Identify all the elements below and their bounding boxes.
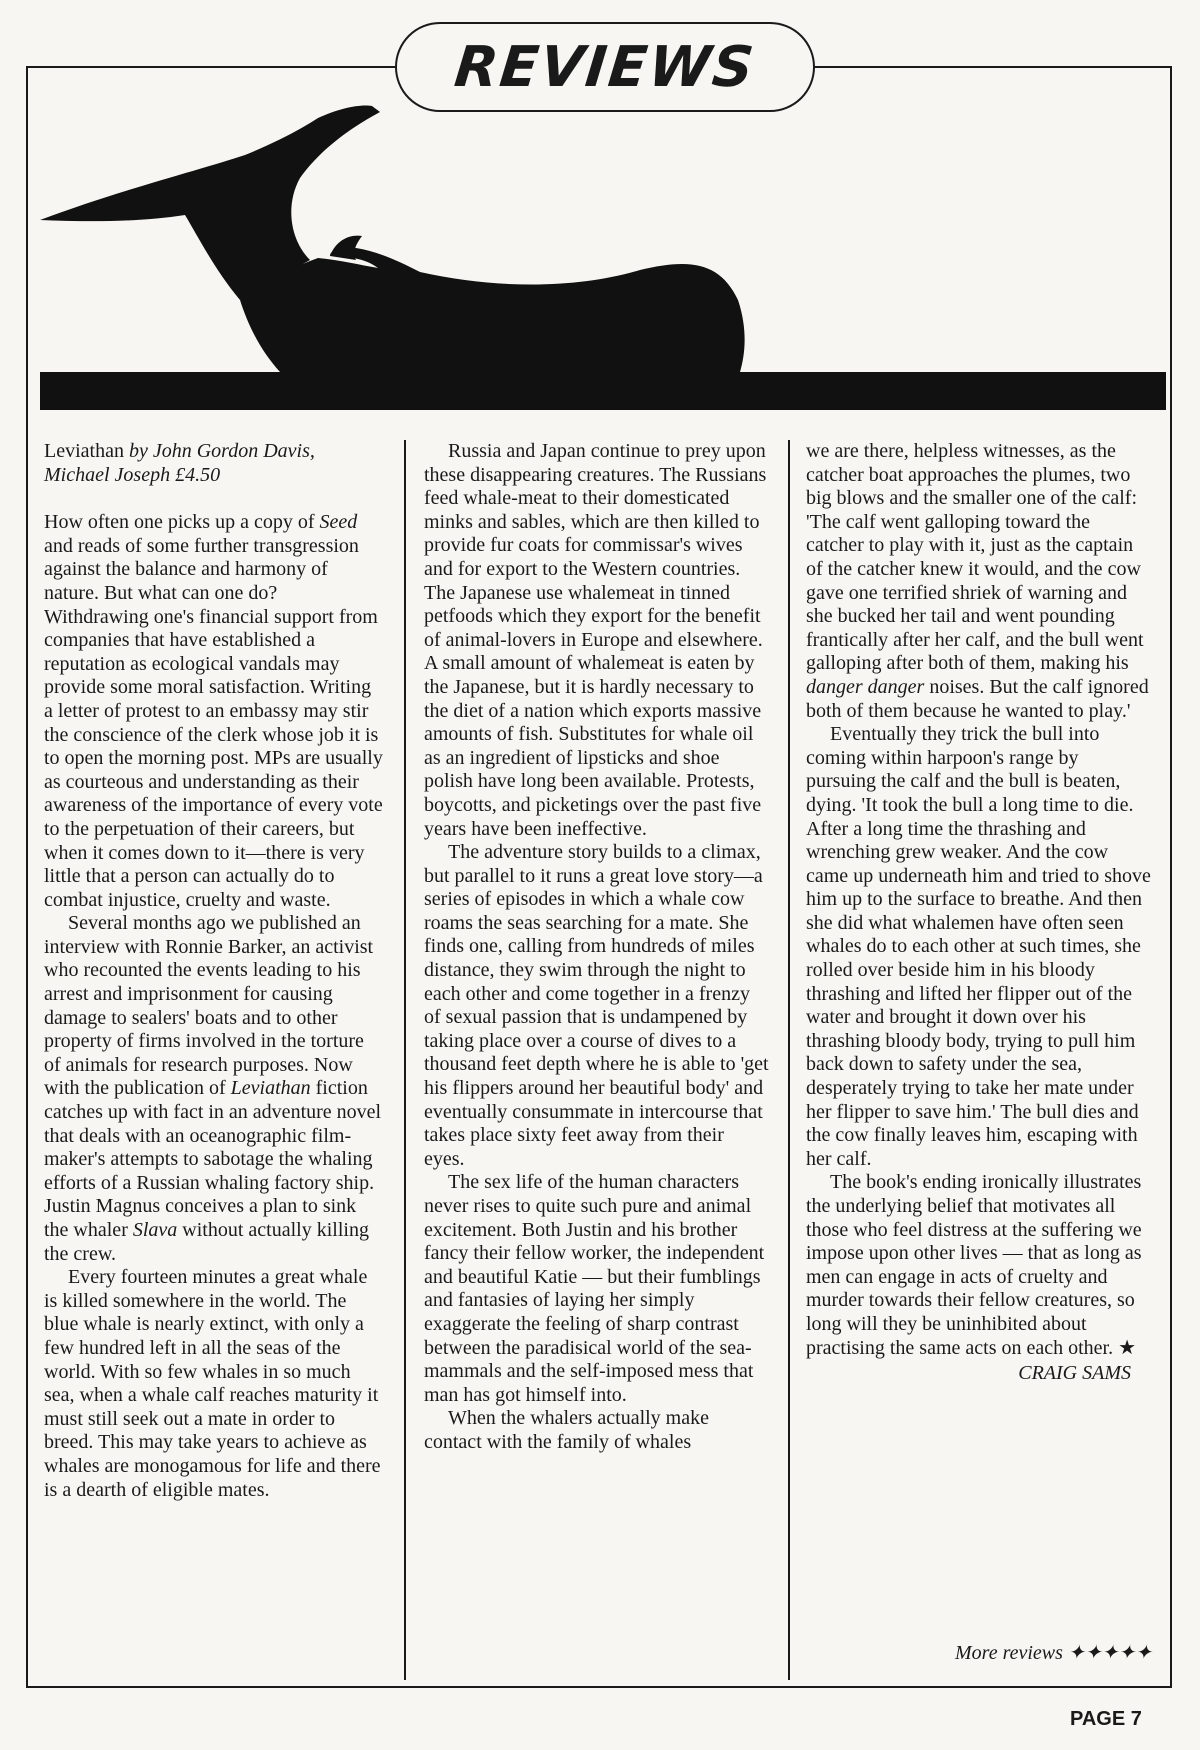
book-title: Leviathan	[44, 440, 124, 462]
paragraph: Russia and Japan continue to prey upon these disappearing creatures. The Russians feed whale-meat to their domesticated minks and sables, which are then killed to provide fur coats for commissar's wives and for export to the Western countries. The Japanese use whalemeat in tinned petfoods which they export for the benefit of animal-lovers in Europe and elsewhere. A small amount of whalemeat is eaten by the Japanese, but it is hardly necessary to the diet of a nation which exports massive amounts of fish. Substitutes for whale oil as an ingredient of lipsticks and shoe polish have long been available. Protests, boycotts, and picketings over the past five years have been ineffective.	[424, 440, 767, 840]
book-title-inline: Leviathan	[230, 1077, 311, 1100]
article-column-3	[806, 440, 1151, 1386]
article-column-1	[44, 440, 384, 1502]
more-reviews-link: More reviews ✦✦✦✦✦	[955, 1642, 1152, 1664]
emphasis: danger danger	[806, 675, 925, 698]
paragraph: we are there, helpless witnesses, as the catcher boat approaches the plumes, two big blows and the smaller one of the calf: 'The calf went galloping toward the catcher to play with it, just as the captain of the catcher knew it would, and the cow gave one terrified shriek of warning and she bucked her tail and went pounding frantically after her calf, and the bull went galloping after both of them, making his danger danger noises. But the calf ignored both of them because he wanted to play.'	[806, 440, 1149, 722]
column-divider	[788, 440, 790, 1680]
paragraph: When the whalers actually make contact with the family of whales	[424, 1407, 709, 1453]
paragraph: How often one picks up a copy of Seed and reads of some further transgression against the balance and harmony of nature. But what can one do? Withdrawing one's financial support from companies that have established a reputation as ecological vandals may provide some moral satisfaction. Writing a letter of protest to an embassy may stir the conscience of the clerk whose job it is to open the morning post. MPs are usually as courteous and understanding as their awareness of the importance of every vote to the perpetuation of their careers, but when it comes down to it—there is very little that a person can actually do to combat injustice, cruelty and waste.	[44, 511, 383, 911]
book-heading	[44, 440, 384, 487]
sea-horizon-bar	[40, 372, 1166, 410]
article-column-2	[424, 440, 769, 1455]
paragraph: The sex life of the human characters never rises to quite such pure and animal excitement. Both Justin and his brother fancy their fellow worker, the independent and beautiful Katie — but their fumblings and fantasies of laying her simply exaggerate the feeling of sharp contrast between the paradisical world of the sea-mammals and the self-imposed mess that man has got himself into.	[424, 1171, 765, 1406]
whale-body	[240, 247, 745, 372]
paragraph: The adventure story builds to a climax, but parallel to it runs a great love story—a series of episodes in which a whale cow roams the seas searching for a mate. She finds one, calling from hundreds of miles distance, they swim through the night to each other and come together in a frenzy of sexual passion that is undampened by taking place over a course of dives to a thousand feet depth where he is able to 'get his flippers around her beautiful body' and eventually consummate in intercourse that takes place sixty feet away from their eyes.	[424, 841, 769, 1170]
book-publisher-price: Michael Joseph £4.50	[44, 463, 221, 486]
paragraph: The book's ending ironically illustrates the underlying belief that motivates all those who feel distress at the suffering we impose upon other lives — that as long as men can engage in acts of cruelty and murder towards their fellow creatures, so long will they be uninhibited about practising the same acts on each other. ★	[806, 1171, 1142, 1359]
magazine-title: Seed	[319, 511, 358, 534]
page-number: PAGE 7	[1070, 1708, 1142, 1730]
author-signature: CRAIG SAMS	[1018, 1362, 1131, 1385]
paragraph: Several months ago we published an interview with Ronnie Barker, an activist who recounted the events leading to his arrest and imprisonment for causing damage to sealers' boats and to other property of firms involved in the torture of animals for research purposes. Now with the publication of Leviathan fiction catches up with fact in an adventure novel that deals with an oceanographic film-maker's attempts to sabotage the whaling efforts of a Russian whaling factory ship. Justin Magnus conceives a plan to sink the whaler Slava without actually killing the crew.	[44, 912, 382, 1265]
section-header-banner	[395, 22, 815, 112]
section-title: REVIEWS	[451, 34, 759, 100]
ship-name: Slava	[132, 1219, 178, 1241]
paragraph: Every fourteen minutes a great whale is killed somewhere in the world. The blue whale is nearly extinct, with only a few hundred left in all the seas of the world. With so few whales in so much sea, when a whale calf reaches maturity it must still seek out a mate in order to breed. This may take years to achieve as whales are monogamous for life and there is a dearth of eligible mates.	[44, 1266, 381, 1501]
column-divider	[404, 440, 406, 1680]
paragraph: Eventually they trick the bull into coming within harpoon's range by pursuing the calf and the bull is beaten, dying. 'It took the bull a long time to die. After a long time the thrashing and wrenching grew weaker. And the cow came up underneath him and tried to shove him up to the surface to breathe. And then she did what whalemen have often seen whales do to each other at such times, she rolled over beside him in his bloody thrashing and lifted her flipper out of the water and brought it down over his thrashing bloody body, trying to pull him back down to safety under the sea, desperately trying to take her mate under her flipper to save him.' The bull dies and the cow finally leaves him, escaping with her calf.	[806, 723, 1151, 1170]
book-author: by John Gordon Davis,	[128, 440, 315, 462]
